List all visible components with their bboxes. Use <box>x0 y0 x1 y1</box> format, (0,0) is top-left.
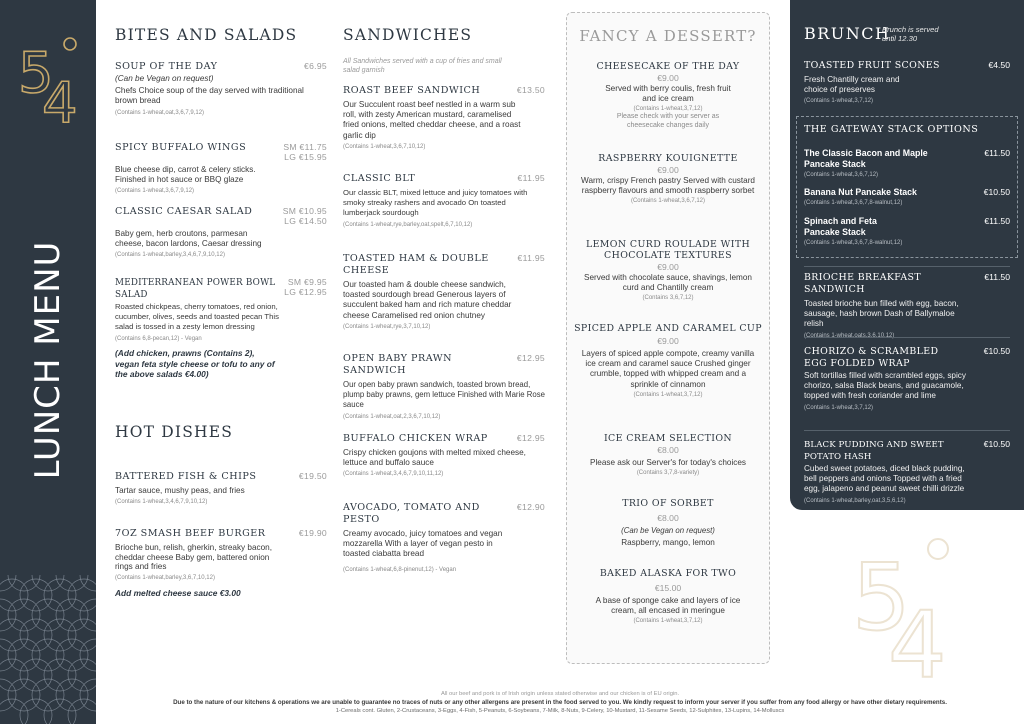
brunch-price: €10.50 <box>983 439 1010 449</box>
dessert-item-roulade <box>573 239 763 302</box>
dessert-name: TRIO OF SORBET <box>622 498 714 509</box>
gateway-item-name: Banana Nut Pancake Stack <box>804 187 917 197</box>
dessert-description: Please ask our Server's for today's choices <box>589 458 747 467</box>
item-name: SPICY BUFFALO WINGS <box>115 142 247 153</box>
item-allergens: (Contains 1-wheat,barley,3,4,6,7,9,10,12) <box>115 252 225 259</box>
dessert-item-ice-cream <box>573 433 763 477</box>
dessert-note: (Can be Vegan on request) <box>621 526 715 535</box>
brunch-item-brioche <box>804 272 1010 340</box>
item-description: Brioche bun, relish, gherkin, streaky bacon, cheddar cheese Baby gem, battered onion rings and fries <box>115 543 273 571</box>
item-description: Our open baby prawn sandwich, toasted brown bread, plump baby prawns, gem lettuce Finished with Marie Rose sauce <box>343 380 545 410</box>
item-description: Baby gem, herb croutons, parmesan cheese, bacon lardons, Caesar dressing <box>115 229 262 249</box>
dessert-price: €9.00 <box>657 336 679 346</box>
item-name: BATTERED FISH & CHIPS <box>115 471 257 482</box>
menu-item-avocado <box>343 502 545 574</box>
brunch-price: €4.50 <box>988 60 1010 70</box>
gateway-item-name: The Classic Bacon and Maple Pancake Stack <box>804 148 928 169</box>
brunch-item-scones <box>804 60 1010 105</box>
item-name: BUFFALO CHICKEN WRAP <box>343 433 488 444</box>
brunch-item-black-pudding <box>804 439 1010 505</box>
dessert-description: Layers of spiced apple compote, creamy vanilla ice cream and caramel sauce Crushed ginger crumble, topped with whipped cream and a sprinkle of cinnamon <box>581 349 755 389</box>
menu-item-wings <box>115 142 327 195</box>
dessert-price: €9.00 <box>657 262 679 272</box>
brunch-section-title: BRUNCH <box>804 24 891 43</box>
item-price-large: LG €12.95 <box>284 287 327 297</box>
svg-text:5: 5 <box>18 41 54 106</box>
left-brand-strip <box>0 0 96 724</box>
item-allergens: (Contains 1-wheat,3,6,7,9,12) <box>115 188 195 195</box>
dessert-note: Please check with your server as cheesecake changes daily <box>616 113 720 129</box>
item-allergens: (Contains 1-wheat,oat,2,3,6,7,10,12) <box>343 413 441 420</box>
brunch-description: Soft tortillas filled with scrambled eggs, spicy chorizo, salsa Black beans, and guacamole, topped with fresh coriander and lime <box>804 371 966 401</box>
item-allergens: (Contains 1-wheat,3,4,6,7,9,10,11,12) <box>343 471 444 478</box>
footer <box>96 690 1024 715</box>
item-price: €19.50 <box>298 471 327 481</box>
item-allergens: (Contains 1-wheat,3,6,7,10,12) <box>343 143 426 150</box>
menu-item-blt <box>343 173 545 229</box>
item-price: €12.95 <box>516 353 545 363</box>
menu-item-power-bowl <box>115 277 327 343</box>
gateway-title: THE GATEWAY STACK OPTIONS <box>804 124 979 135</box>
brunch-allergens: (Contains 1-wheat,3,7,12) <box>804 404 874 411</box>
gateway-item-price: €11.50 <box>984 148 1010 158</box>
gateway-item-bacon-maple <box>804 148 1010 179</box>
item-price: €13.50 <box>516 85 545 95</box>
brunch-allergens: (Contains 1-wheat,barley,oat,3,5,6,12) <box>804 497 906 504</box>
dessert-price: €8.00 <box>657 445 679 455</box>
gateway-item-spinach-feta <box>804 216 1010 247</box>
dessert-price: €15.00 <box>654 583 682 593</box>
decorative-circle-pattern <box>0 575 96 724</box>
dessert-description: Warm, crispy French pastry Served with custard raspberry flavours and smooth raspberry sorbet <box>581 176 755 196</box>
dessert-price: €8.00 <box>657 513 679 523</box>
menu-item-fish-chips <box>115 471 327 506</box>
brunch-divider <box>804 337 1010 338</box>
item-price-small: SM €9.95 <box>287 277 327 287</box>
footer-allergen-warning: Due to the nature of our kitchens & operations we are unable to guarantee no traces of nuts or any other allergens are present in the food served to you. We kindly request to inform your server if you suffer from any food allergy or have other dietary requirements. <box>173 699 947 706</box>
brunch-description: Fresh Chantilly cream and choice of preserves <box>804 75 900 95</box>
item-description: Our classic BLT, mixed lettuce and juicy tomatoes with smoky streaky rashers and avocado On toasted lumberjack sourdough <box>343 188 528 218</box>
item-name: SOUP OF THE DAY <box>115 61 218 72</box>
item-allergens: (Contains 1-wheat,3,4,6,7,9,10,12) <box>115 499 208 506</box>
dessert-allergens: (Contains 3,7,8-variety) <box>636 470 700 477</box>
dessert-item-cheesecake <box>573 61 763 131</box>
dessert-allergens: (Contains 1-wheat,3,7,12) <box>633 618 703 625</box>
dessert-description: Raspberry, mango, lemon <box>621 538 715 548</box>
dessert-name: BAKED ALASKA FOR TWO <box>599 568 737 579</box>
brunch-allergens: (Contains 1-wheat,3,7,12) <box>804 98 874 105</box>
dessert-item-sorbet <box>573 498 763 548</box>
brunch-name: BLACK PUDDING AND SWEET POTATO HASH <box>804 440 944 462</box>
item-price: €19.90 <box>298 528 327 538</box>
menu-item-prawn-sandwich <box>343 353 545 421</box>
item-price: €11.95 <box>517 253 545 263</box>
item-allergens: (Contains 1-wheat,oat,3,6,7,9,12) <box>115 109 205 116</box>
gateway-item-allergens: (Contains 1-wheat,3,6,7,8-walnut,12) <box>804 240 903 246</box>
item-name: CLASSIC CAESAR SALAD <box>115 206 253 217</box>
svg-text:5: 5 <box>852 544 911 651</box>
svg-text:4: 4 <box>42 71 78 124</box>
dessert-name: CHEESECAKE OF THE DAY <box>596 61 740 72</box>
brunch-price: €11.50 <box>984 272 1010 282</box>
dessert-description: Served with berry coulis, fresh fruit and ice cream <box>605 84 731 104</box>
item-allergens: (Contains 1-wheat,barley,3,6,7,10,12) <box>115 574 215 581</box>
gateway-item-allergens: (Contains 1-wheat,3,6,7,12) <box>804 172 879 178</box>
dessert-description: Served with chocolate sauce, shavings, lemon curd and Chantilly cream <box>584 273 752 293</box>
bites-section-title: BITES AND SALADS <box>115 26 298 44</box>
menu-item-chicken-wrap <box>343 433 545 478</box>
brunch-name: CHORIZO & SCRAMBLED EGG FOLDED WRAP <box>804 346 939 369</box>
dessert-section-title: FANCY A DESSERT? <box>579 27 757 45</box>
dessert-allergens: (Contains 1-wheat,3,6,7,12) <box>630 198 706 205</box>
sandwiches-subnote: All Sandwiches served with a cup of fries and small salad garnish <box>343 58 502 74</box>
hot-dishes-section-title: HOT DISHES <box>115 423 234 441</box>
item-allergens: (Contains 1-wheat,rye,barley,oat,spelt,6,7,10,12) <box>343 221 473 228</box>
brunch-divider <box>804 430 1010 431</box>
brunch-description: Toasted brioche bun filled with egg, bacon, sausage, hash brown Dash of Ballymaloe relish <box>804 299 959 329</box>
dessert-price: €9.00 <box>657 165 679 175</box>
brunch-serve-note: Brunch is served until 12.30 <box>882 25 939 43</box>
lunch-menu-title: LUNCH MENU <box>28 240 68 480</box>
brunch-divider <box>804 266 1010 267</box>
item-description: Our toasted ham & double cheese sandwich, toasted sourdough bread Generous layers of succulent baked ham and rich mature cheddar cheese Caramelised red onion chutney <box>343 280 512 320</box>
item-price: €11.95 <box>517 173 545 183</box>
salad-addon-note: (Add chicken, prawns (Contains 2), vegan feta style cheese or tofu to any of the above salads €4.00) <box>115 348 275 379</box>
gateway-stack-box <box>796 116 1018 258</box>
item-name: ROAST BEEF SANDWICH <box>343 85 481 96</box>
footer-origin-note: All our beef and pork is of Irish origin unless stated otherwise and our chicken is of EU origin. <box>440 691 680 697</box>
svg-text:4: 4 <box>888 592 947 679</box>
menu-item-caesar <box>115 206 327 259</box>
dessert-price: €9.00 <box>657 73 679 83</box>
dessert-panel <box>566 12 770 664</box>
dessert-allergens: (Contains 1-wheat,3,7,12) <box>633 391 703 398</box>
item-name: 7OZ SMASH BEEF BURGER <box>115 528 266 539</box>
decorative-logo <box>852 535 950 679</box>
brunch-allergens: (Contains 1-wheat,oats,3,6,10,12) <box>804 332 895 339</box>
item-allergens: (Contains 1-wheat,rye,3,7,10,12) <box>343 323 431 330</box>
brunch-price: €10.50 <box>983 346 1010 356</box>
menu-item-ham-cheese <box>343 253 545 331</box>
item-price: €6.95 <box>303 61 327 71</box>
brand-logo <box>18 34 78 124</box>
item-name: TOASTED HAM & DOUBLE CHEESE <box>343 253 489 276</box>
dessert-allergens: (Contains 3,6,7,12) <box>642 295 694 302</box>
item-allergens: (Contains 1-wheat,6,8-pinenut,12) - Vegan <box>343 566 457 573</box>
item-price-large: LG €14.50 <box>284 216 327 226</box>
gateway-item-banana-nut <box>804 187 1010 207</box>
brunch-description: Cubed sweet potatoes, diced black pudding, bell peppers and onions Topped with a fried egg, jalapeno and peanut sweet chilli drizzle <box>804 464 965 494</box>
item-name: CLASSIC BLT <box>343 173 416 184</box>
item-note: (Can be Vegan on request) <box>115 74 214 83</box>
item-description: Tartar sauce, mushy peas, and fries <box>115 486 245 495</box>
item-price: €12.90 <box>516 502 545 512</box>
dessert-description: A base of sponge cake and layers of ice cream, all encased in meringue <box>595 596 741 616</box>
item-description: Our Succulent roast beef nestled in a warm sub roll, with zesty American mustard, caramelised fried onions, melted cheddar cheese, and a roast garlic dip <box>343 100 521 140</box>
gateway-item-price: €11.50 <box>984 216 1010 226</box>
dessert-name: SPICED APPLE AND CARAMEL CUP <box>574 323 762 334</box>
item-description: Creamy avocado, juicy tomatoes and vegan mozzarella With a layer of vegan pesto in toasted ciabatta bread <box>343 529 503 559</box>
sandwiches-section-title: SANDWICHES <box>343 26 473 44</box>
dessert-name: RASPBERRY KOUIGNETTE <box>598 153 738 164</box>
item-description: Chefs Choice soup of the day served with traditional brown bread <box>115 86 304 106</box>
item-name: AVOCADO, TOMATO AND PESTO <box>343 502 480 525</box>
item-description: Crispy chicken goujons with melted mixed cheese, lettuce and buffalo sauce <box>343 448 526 468</box>
menu-item-roast-beef <box>343 85 545 151</box>
brunch-name: TOASTED FRUIT SCONES <box>804 60 940 71</box>
item-description: Blue cheese dip, carrot & celery sticks. Finished in hot sauce or BBQ glaze <box>115 165 256 185</box>
dessert-item-kouignette <box>573 153 763 205</box>
brunch-name: BRIOCHE BREAKFAST SANDWICH <box>804 272 922 295</box>
dessert-name: ICE CREAM SELECTION <box>603 433 733 444</box>
item-allergens: (Contains 6,8-pecan,12) - Vegan <box>115 335 202 342</box>
menu-item-soup <box>115 61 327 117</box>
item-name: OPEN BABY PRAWN SANDWICH <box>343 353 452 376</box>
item-price-small: SM €10.95 <box>282 206 327 216</box>
menu-item-burger <box>115 528 327 582</box>
item-description: Roasted chickpeas, cherry tomatoes, red onion, cucumber, olives, seeds and toasted pecan This salad is tossed in a zesty lemon dressing <box>115 302 279 332</box>
dessert-allergens: (Contains 1-wheat,3,7,12) <box>633 106 703 113</box>
burger-addon-note: Add melted cheese sauce €3.00 <box>115 588 241 598</box>
gateway-item-price: €10.50 <box>983 187 1010 197</box>
dessert-item-apple-cup <box>573 323 763 399</box>
dessert-name: LEMON CURD ROULADE WITH CHOCOLATE TEXTURES <box>585 239 751 261</box>
item-price-large: LG €15.95 <box>284 152 327 162</box>
item-price: €12.95 <box>516 433 545 443</box>
item-price-small: SM €11.75 <box>283 142 327 152</box>
item-name: MEDITERRANEAN POWER BOWL SALAD <box>115 278 276 300</box>
brunch-item-chorizo-wrap <box>804 346 1010 412</box>
dessert-item-baked-alaska <box>573 568 763 625</box>
gateway-item-name: Spinach and Feta Pancake Stack <box>804 216 877 237</box>
footer-allergen-key: 1-Cereals cont. Gluten, 2-Crustaceans, 3-Eggs, 4-Fish, 5-Peanuts, 6-Soybeans, 7-Milk, 8-Nuts, 9-Celery, 10-Mustard, 11-Sesame Seeds, 12-Sulphites, 13-Lupins, 14-Molluscs <box>335 708 785 714</box>
gateway-item-allergens: (Contains 1-wheat,3,6,7,8-walnut,12) <box>804 200 903 206</box>
